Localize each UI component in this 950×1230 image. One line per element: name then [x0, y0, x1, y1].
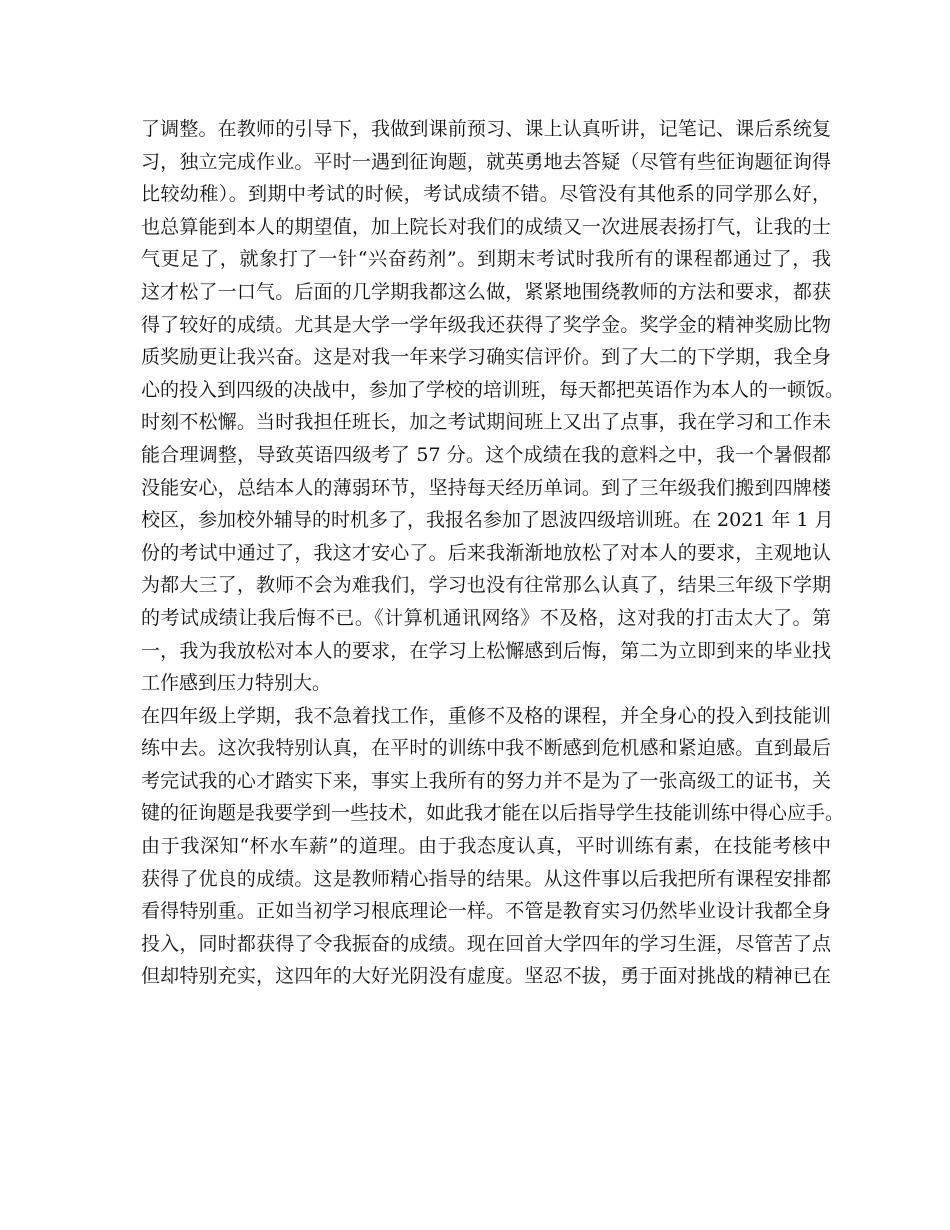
text-line: 考完试我的心才踏实下来，事实上我所有的努力并不是为了一张高级工的证书，关 — [141, 769, 831, 792]
text-line: 键的征询题是我要学到一些技术，如此我才能在以后指导学生技能训练中得心应手。 — [141, 802, 845, 825]
text-line: 比较幼稚）。到期中考试的时候，考试成绩不错。尽管没有其他系的同学那么好， — [141, 183, 831, 206]
text-line: 习，独立完成作业。平时一遇到征询题，就英勇地去答疑（尽管有些征询题征询得 — [141, 150, 831, 173]
text-line: 这才松了一口气。后面的几学期我都这么做，紧紧地围绕教师的方法和要求，都获 — [141, 280, 831, 303]
text-line: 气更足了，就象打了一针“兴奋药剂”。到期末考试时我所有的课程都通过了，我 — [141, 248, 831, 271]
text-line: 能合理调整，导致英语四级考了 57 分。这个成绩在我的意料之中，我一个暑假都 — [141, 443, 831, 466]
text-line: 没能安心，总结本人的薄弱环节，坚持每天经历单词。到了三年级我们搬到四牌楼 — [141, 476, 831, 499]
text-line: 在四年级上学期，我不急着找工作，重修不及格的课程，并全身心的投入到技能训 — [141, 704, 831, 727]
text-line: 质奖励更让我兴奋。这是对我一年来学习确实信评价。到了大二的下学期，我全身 — [141, 346, 831, 369]
text-line: 份的考试中通过了，我这才安心了。后来我渐渐地放松了对本人的要求，主观地认 — [141, 541, 831, 564]
text-line: 时刻不松懈。当时我担任班长，加之考试期间班上又出了点事，我在学习和工作未 — [141, 411, 831, 434]
text-line: 获得了优良的成绩。这是教师精心指导的结果。从这件事以后我把所有课程安排都 — [141, 867, 831, 890]
text-line: 为都大三了，教师不会为难我们，学习也没有往常那么认真了，结果三年级下学期 — [141, 574, 831, 597]
body-text — [141, 113, 845, 993]
text-line: 了调整。在教师的引导下，我做到课前预习、课上认真听讲，记笔记、课后系统复 — [141, 118, 831, 140]
text-line: 得了较好的成绩。尤其是大学一学年级我还获得了奖学金。奖学金的精神奖励比物 — [141, 313, 831, 336]
text-line: 投入，同时都获得了令我振奋的成绩。现在回首大学四年的学习生涯，尽管苦了点 — [141, 932, 831, 955]
text-line: 由于我深知“杯水车薪”的道理。由于我态度认真，平时训练有素，在技能考核中 — [141, 835, 831, 858]
text-line: 工作感到压力特别大。 — [141, 672, 332, 695]
text-line: 校区，参加校外辅导的时机多了，我报名参加了恩波四级培训班。在 2021 年 1 月 — [141, 509, 834, 532]
text-line: 但却特别充实，这四年的大好光阴没有虚度。坚忍不拔，勇于面对挑战的精神已在 — [141, 965, 831, 988]
text-line: 的考试成绩让我后悔不已。《计算机通讯网络》不及格，这对我的打击太大了。第 — [141, 606, 831, 629]
text-line: 练中去。这次我特别认真，在平时的训练中我不断感到危机感和紧迫感。直到最后 — [141, 737, 831, 760]
text-line: 心的投入到四级的决战中，参加了学校的培训班，每天都把英语作为本人的一顿饭。 — [141, 378, 845, 401]
text-line: 也总算能到本人的期望值，加上院长对我们的成绩又一次进展表扬打气，让我的士 — [141, 215, 831, 238]
text-line: 一，我为我放松对本人的要求，在学习上松懈感到后悔，第二为立即到来的毕业找 — [141, 639, 831, 662]
text-line: 看得特别重。正如当初学习根底理论一样。不管是教育实习仍然毕业设计我都全身 — [141, 900, 831, 923]
